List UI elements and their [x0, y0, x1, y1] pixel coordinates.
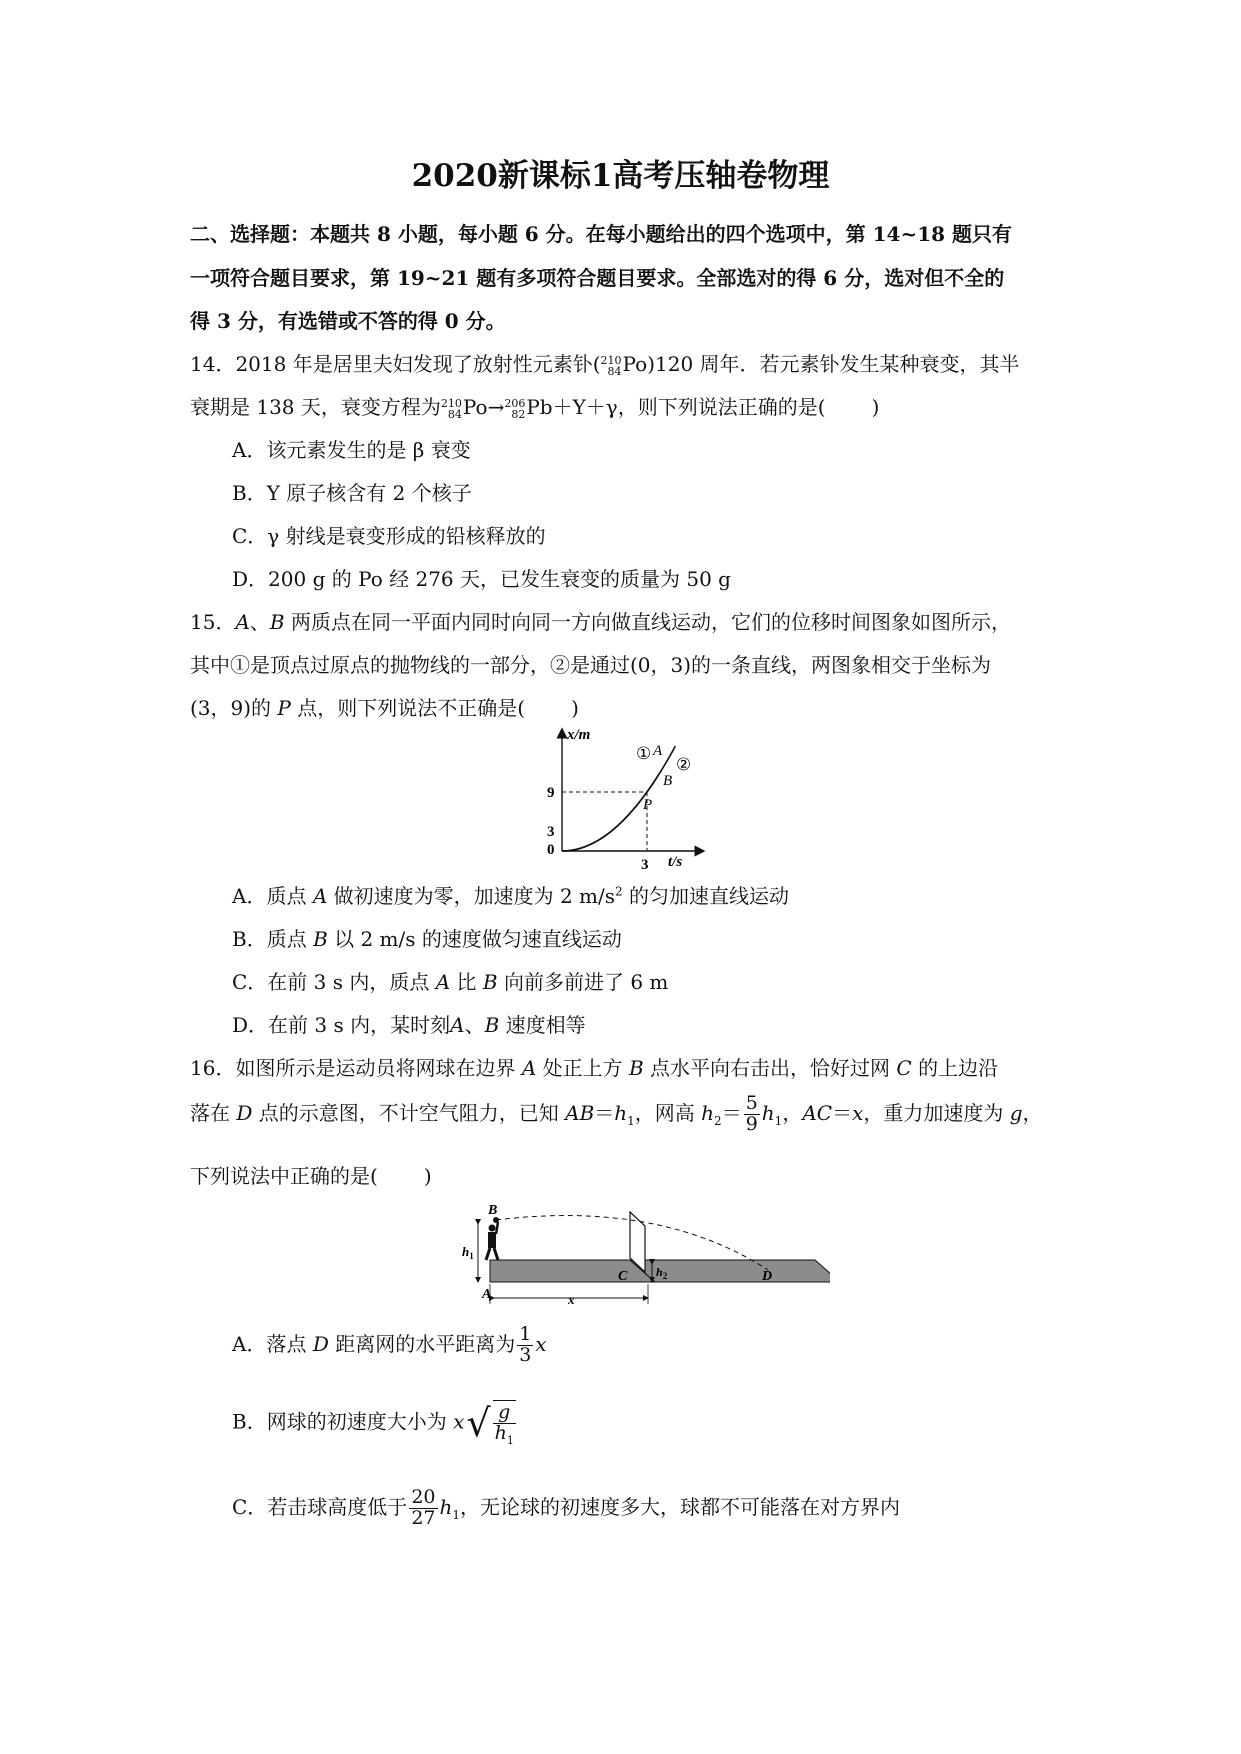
q15-xt-graph [520, 725, 720, 875]
q15-option-a: A．质点 A 做初速度为零，加速度为 2 $m/s^2$ 的匀加速直线运动 [232, 884, 790, 908]
q14-option-b: B．Y 原子核含有 2 个核子 [232, 481, 472, 505]
curve-1-label-a: A [653, 743, 663, 759]
line-2-label-b: B [663, 773, 673, 789]
intersection-label-p: P [643, 797, 653, 813]
fraction-5-9: $\frac{5}{9}$ [745, 1092, 758, 1135]
q16-tennis-diagram [440, 1200, 830, 1310]
q15-line-3: (3，9)的 P 点，则下列说法不正确是( ) [190, 696, 579, 720]
q14-option-d: D．200 g 的 Po 经 276 天，已发生衰变的质量为 50 g [232, 567, 731, 591]
q16-line-3: 下列说法中正确的是( ) [190, 1164, 432, 1188]
tick-x-3: 3 [641, 857, 649, 873]
q14-option-c: C．γ 射线是衰变形成的铅核释放的 [232, 524, 546, 548]
label-b: B [488, 1203, 498, 1218]
player-figure [486, 1222, 498, 1260]
tick-y-3: 3 [547, 824, 555, 840]
line-2-number: ② [676, 755, 692, 774]
label-c: C [618, 1269, 628, 1284]
q16-option-a: A．落点 D 距离网的水平距离为 $\frac{1}{3}$ x [232, 1323, 547, 1366]
label-x: x [568, 1292, 575, 1307]
graph-y-label: x/m [567, 727, 591, 743]
section-instructions-line-1: 二、选择题：本题共 8 小题，每小题 6 分。在每小题给出的四个选项中，第 14~18 题只有 [190, 222, 1013, 246]
page-title: 2020新课标1高考压轴卷物理 [411, 158, 830, 194]
q14-option-a: A．该元素发生的是 β 衰变 [232, 438, 471, 462]
q16-line-1: 16．如图所示是运动员将网球在边界 A 处正上方 B 点水平向右击出，恰好过网 C 的上边沿 [190, 1056, 999, 1080]
q16-option-c: C．若击球高度低于 $\frac{20}{27}$ $h_1$，无论球的初速度多大，球都不可能落在对方界内 [232, 1486, 901, 1529]
label-a: A [482, 1287, 492, 1302]
section-instructions-line-3: 得 3 分，有选错或不答的得 0 分。 [190, 309, 506, 333]
sqrt-g-over-h1: $\frac{g}{h_1}$ [494, 1401, 514, 1447]
q15-option-c: C．在前 3 s 内，质点 A 比 B 向前多前进了 6 m [232, 970, 669, 994]
fraction-20-27: $\frac{20}{27}$ [411, 1486, 436, 1529]
graph-x-label: t/s [668, 854, 683, 870]
section-instructions-line-2: 一项符合题目要求，第 19~21 题有多项符合题目要求。全部选对的得 6 分，选对但不全的 [190, 266, 1005, 290]
q14-line-1: 14．2018 年是居里夫妇发现了放射性元素钋( 210 84 Po)120 周年．若元素钋发生某种衰变，其半 [190, 352, 1020, 378]
parabola-curve-1 [562, 775, 658, 851]
q16-line-2: 落在 D 点的示意图，不计空气阻力，已知 $AB=h_1$，网高 $h_2=$ $\frac{5}{9}$ $h_1$，AC＝x，重力加速度为 g， [190, 1092, 1043, 1135]
fraction-1-3: $\frac{1}{3}$ [519, 1323, 532, 1366]
q15-line-1: 15．A、B 两质点在同一平面内同时向同一方向做直线运动，它们的位移时间图象如图所示， [190, 610, 1011, 634]
tick-y-9: 9 [547, 785, 555, 801]
label-h2: $h_2$ [656, 1265, 668, 1281]
curve-1-number: ① [636, 744, 652, 763]
q15-option-d: D．在前 3 s 内，某时刻A、B 速度相等 [232, 1013, 586, 1037]
court-near-half [490, 1260, 655, 1282]
label-d: D [762, 1269, 773, 1284]
tick-origin: 0 [547, 842, 555, 858]
straight-line-2 [562, 746, 675, 851]
q14-line-2: 衰期是 138 天，衰变方程为 210 84 Po→ 206 82 Pb＋Y＋γ，则下列说法正确的是( ) [190, 395, 880, 421]
q15-option-b: B．质点 B 以 2 m/s 的速度做匀速直线运动 [232, 927, 622, 951]
q15-line-2: 其中①是顶点过原点的抛物线的一部分，②是通过(0，3)的一条直线，两图象相交于坐标为 [190, 653, 992, 677]
label-h1: $h_1$ [462, 1244, 474, 1261]
q16-option-b: B．网球的初速度大小为 x√ $\frac{g}{h_1}$ [232, 1401, 514, 1447]
